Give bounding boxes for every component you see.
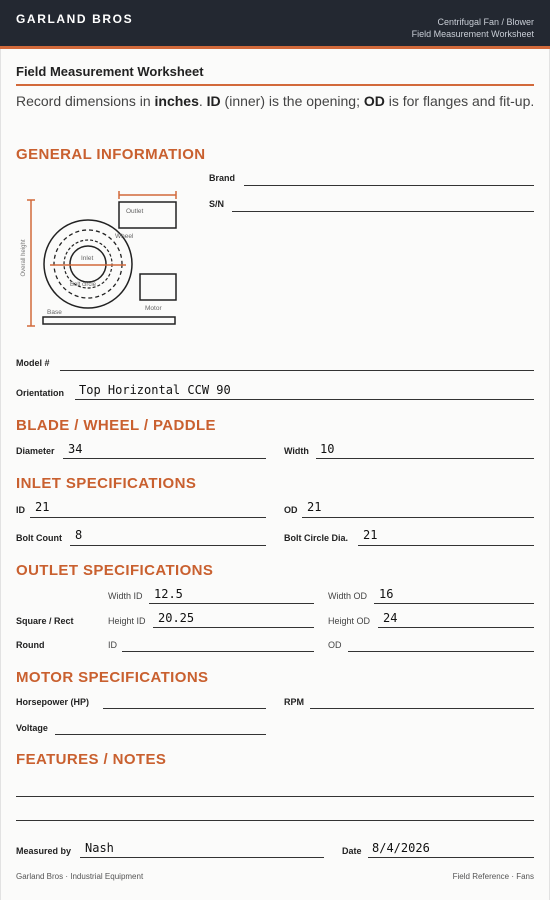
motor-box bbox=[140, 274, 176, 300]
brand-field-line[interactable] bbox=[244, 185, 534, 186]
section-outlet-specifications: OUTLET SPECIFICATIONS bbox=[16, 562, 214, 579]
bolt-circle-dia-field-line[interactable] bbox=[358, 545, 534, 546]
blade-diameter-value[interactable]: 34 bbox=[68, 442, 83, 456]
base-rect bbox=[43, 317, 175, 324]
motor-label: Motor bbox=[145, 305, 162, 312]
bolt-circle-dia-value[interactable]: 21 bbox=[363, 528, 378, 542]
overall-height-label: Overall height bbox=[21, 239, 27, 277]
header-subtitle bbox=[412, 16, 534, 40]
blade-diameter-field-line[interactable] bbox=[63, 458, 266, 459]
notes-line-2[interactable] bbox=[16, 820, 534, 821]
height-od-label: Height OD bbox=[328, 616, 371, 626]
height-id-value[interactable]: 20.25 bbox=[158, 611, 195, 625]
intro-od: OD bbox=[363, 93, 385, 109]
wheel-label: Wheel bbox=[115, 233, 134, 240]
bolt-circle-label: Bolt circle bbox=[70, 282, 97, 288]
orientation-value[interactable]: Top Horizontal CCW 90 bbox=[79, 383, 231, 397]
bolt-count-field-line[interactable] bbox=[70, 545, 266, 546]
voltage-field-line[interactable] bbox=[55, 734, 266, 735]
width-id-field-line[interactable] bbox=[149, 603, 314, 604]
brand-name: GARLAND BROS bbox=[16, 12, 134, 26]
width-od-value[interactable]: 16 bbox=[379, 587, 394, 601]
intro-part-3: (inner) is the opening; bbox=[220, 93, 364, 109]
section-motor-specifications: MOTOR SPECIFICATIONS bbox=[16, 669, 209, 686]
measured-by-label: Measured by bbox=[16, 846, 72, 856]
voltage-label: Voltage bbox=[16, 723, 48, 733]
height-od-value[interactable]: 24 bbox=[383, 611, 398, 625]
date-field-line[interactable] bbox=[368, 857, 534, 858]
height-id-field-line[interactable] bbox=[153, 627, 314, 628]
horsepower-field-line[interactable] bbox=[103, 708, 266, 709]
bolt-count-value[interactable]: 8 bbox=[75, 528, 83, 542]
worksheet-title: Field Measurement Worksheet bbox=[16, 64, 204, 79]
date-label: Date bbox=[342, 846, 362, 856]
height-od-field-line[interactable] bbox=[378, 627, 534, 628]
intro-part-1: Record dimensions in bbox=[16, 93, 155, 109]
intro-inches: inches bbox=[154, 93, 199, 109]
inlet-id-value[interactable]: 21 bbox=[35, 500, 50, 514]
inlet-od-field-line[interactable] bbox=[302, 517, 534, 518]
rpm-label: RPM bbox=[284, 697, 304, 707]
orientation-field-line[interactable] bbox=[75, 399, 534, 400]
rpm-field-line[interactable] bbox=[310, 708, 534, 709]
blade-width-value[interactable]: 10 bbox=[320, 442, 335, 456]
width-od-field-line[interactable] bbox=[374, 603, 534, 604]
base-label: Base bbox=[47, 309, 62, 316]
width-id-value[interactable]: 12.5 bbox=[154, 587, 183, 601]
intro-part-2: . bbox=[198, 93, 207, 109]
blade-width-field-line[interactable] bbox=[316, 458, 534, 459]
model-label: Model # bbox=[16, 358, 50, 368]
bolt-circle bbox=[64, 240, 112, 288]
sn-field-line[interactable] bbox=[232, 211, 534, 212]
date-value[interactable]: 8/4/2026 bbox=[372, 841, 430, 855]
footer-company: Garland Bros · Industrial Equipment bbox=[16, 872, 144, 881]
fan-diagram bbox=[16, 190, 186, 330]
measured-by-value[interactable]: Nash bbox=[85, 841, 114, 855]
inlet-od-label: OD bbox=[284, 505, 298, 515]
round-od-label: OD bbox=[328, 640, 342, 650]
section-blade-wheel-paddle: BLADE / WHEEL / PADDLE bbox=[16, 417, 216, 434]
orientation-label: Orientation bbox=[16, 388, 65, 398]
inlet-id-field-line[interactable] bbox=[30, 517, 266, 518]
round-od-field-line[interactable] bbox=[348, 651, 534, 652]
inlet-circle bbox=[70, 246, 106, 282]
model-field-line[interactable] bbox=[60, 370, 534, 371]
section-general-information: GENERAL INFORMATION bbox=[16, 146, 206, 163]
intro-text bbox=[16, 91, 540, 111]
bolt-circle-dia-label: Bolt Circle Dia. bbox=[284, 533, 349, 543]
footer-reference: Field Reference · Fans bbox=[452, 872, 534, 881]
horsepower-label: Horsepower (HP) bbox=[16, 697, 90, 707]
header-subtitle-line-2: Field Measurement Worksheet bbox=[411, 29, 534, 39]
inlet-id-label: ID bbox=[16, 505, 25, 515]
round-id-label: ID bbox=[108, 640, 117, 650]
round-id-field-line[interactable] bbox=[122, 651, 314, 652]
width-id-label: Width ID bbox=[108, 591, 143, 601]
inlet-od-value[interactable]: 21 bbox=[307, 500, 322, 514]
round-label: Round bbox=[16, 640, 45, 650]
outlet-box bbox=[119, 202, 176, 228]
measured-by-field-line[interactable] bbox=[80, 857, 324, 858]
square-rect-label: Square / Rect bbox=[16, 616, 74, 626]
blade-width-label: Width bbox=[284, 446, 309, 456]
height-id-label: Height ID bbox=[108, 616, 146, 626]
notes-line-1[interactable] bbox=[16, 796, 534, 797]
intro-part-4: is for flanges and fit-up. bbox=[384, 93, 535, 109]
bolt-count-label: Bolt Count bbox=[16, 533, 62, 543]
sn-label: S/N bbox=[209, 199, 225, 209]
header-bar bbox=[0, 0, 550, 46]
outlet-label: Outlet bbox=[126, 208, 144, 215]
section-features-notes: FEATURES / NOTES bbox=[16, 751, 167, 768]
inlet-label: Inlet bbox=[81, 255, 94, 262]
brand-label: Brand bbox=[209, 173, 236, 183]
intro-id: ID bbox=[206, 93, 221, 109]
title-rule bbox=[16, 84, 534, 86]
section-inlet-specifications: INLET SPECIFICATIONS bbox=[16, 475, 197, 492]
width-od-label: Width OD bbox=[328, 591, 368, 601]
blade-diameter-label: Diameter bbox=[16, 446, 55, 456]
header-subtitle-line-1: Centrifugal Fan / Blower bbox=[437, 17, 534, 27]
